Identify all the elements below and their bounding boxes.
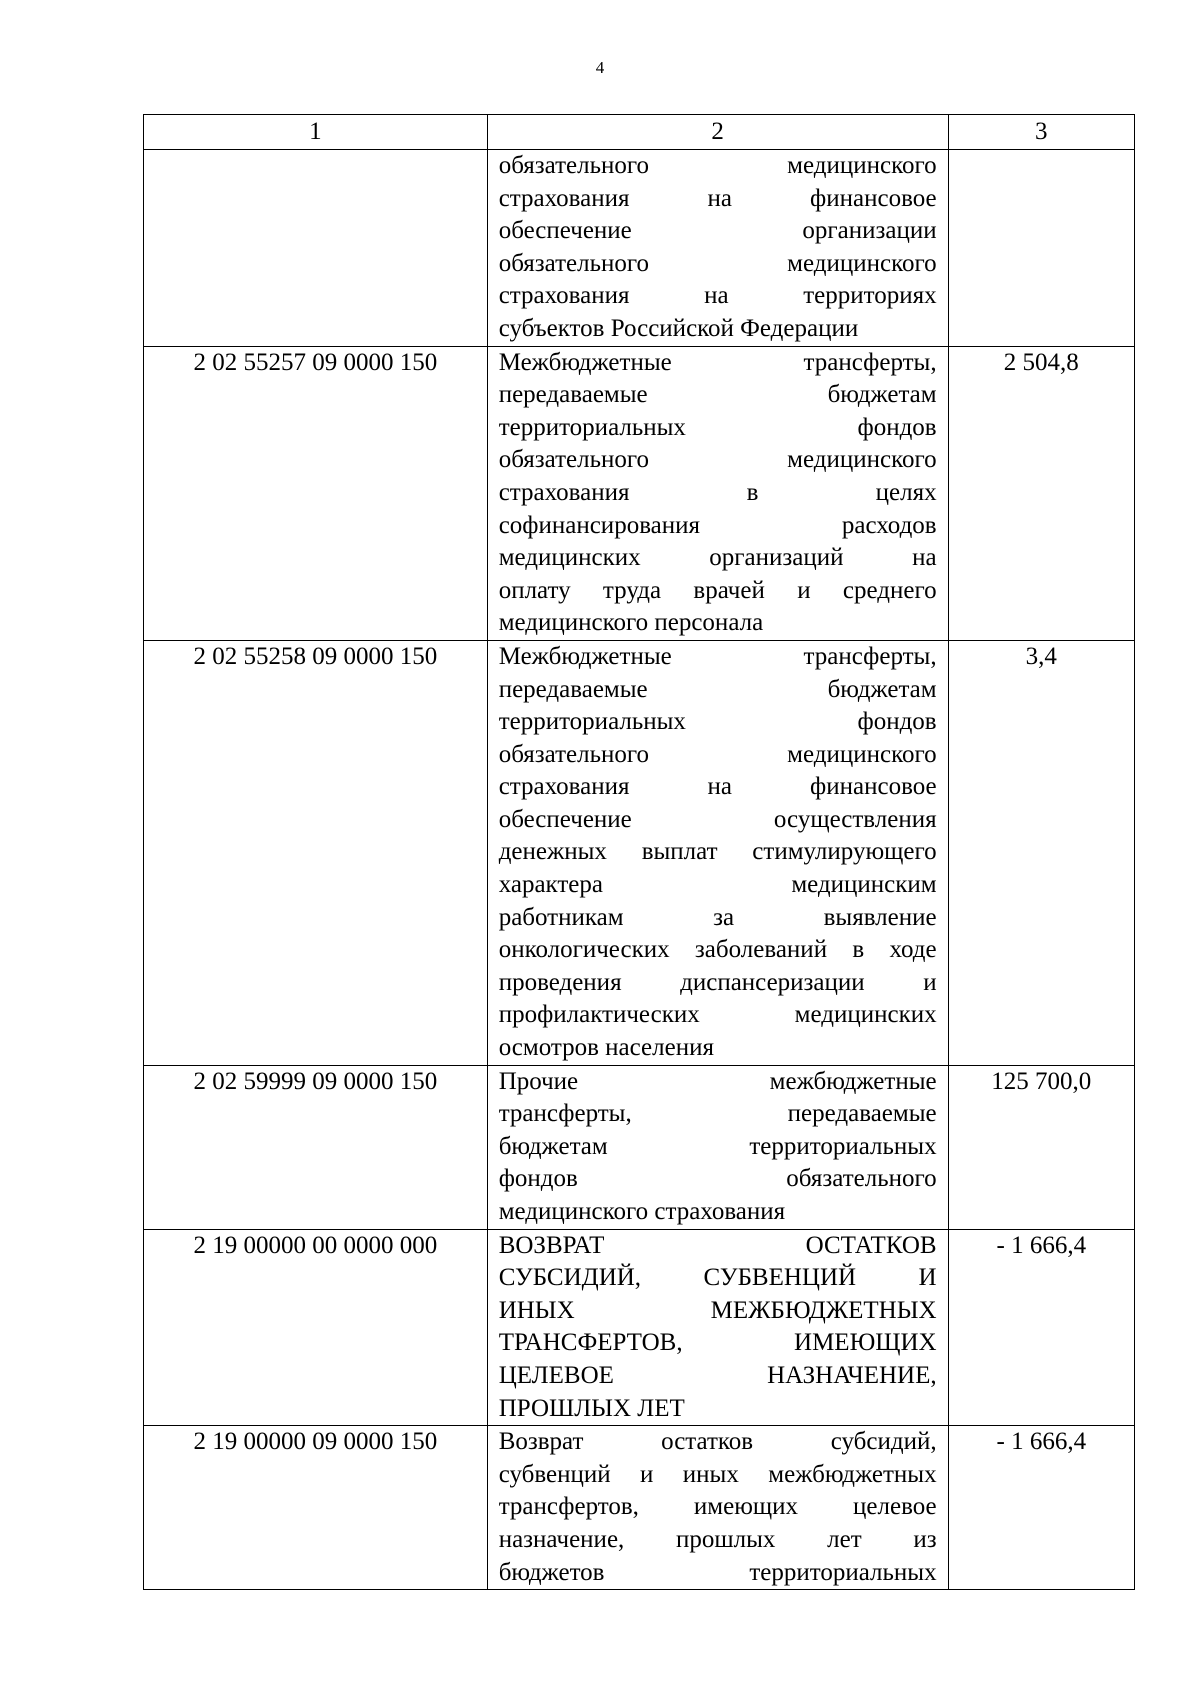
- amount-cell: 125 700,0: [948, 1065, 1134, 1229]
- name-line: бюджетам территориальных: [498, 1132, 937, 1160]
- name-line: обязательного медицинского: [498, 152, 937, 179]
- name-line: работникам за выявление: [498, 903, 937, 931]
- name-line: фондов обязательного: [498, 1165, 937, 1193]
- name-line: передаваемые бюджетам: [498, 675, 937, 703]
- code-cell: 2 02 55257 09 0000 150: [144, 346, 488, 640]
- name-line: софинансирования расходов: [498, 511, 937, 539]
- name-cell: [487, 640, 948, 1065]
- table-row: [144, 1426, 1135, 1590]
- name-line: назначение, прошлых лет из: [498, 1525, 937, 1553]
- amount-cell: 3,4: [948, 640, 1134, 1065]
- name-line: обязательного медицинского: [498, 249, 937, 277]
- name-line: ИНЫХ МЕЖБЮДЖЕТНЫХ: [498, 1296, 937, 1324]
- column-header-1: 1: [144, 115, 488, 150]
- budget-table: [143, 114, 1135, 1590]
- name-line: денежных выплат стимулирующего: [498, 838, 937, 866]
- amount-cell: [948, 150, 1134, 347]
- amount-cell: - 1 666,4: [948, 1229, 1134, 1426]
- table-row: [144, 346, 1135, 640]
- name-line: территориальных фондов: [498, 708, 937, 736]
- name-cell: [487, 150, 948, 347]
- name-line: ПРОШЛЫХ ЛЕТ: [498, 1394, 685, 1422]
- table-row: [144, 1065, 1135, 1229]
- amount-cell: 2 504,8: [948, 346, 1134, 640]
- name-line: ВОЗВРАТ ОСТАТКОВ: [498, 1231, 937, 1259]
- name-line: обеспечение осуществления: [498, 805, 937, 833]
- name-line: бюджетов территориальных: [498, 1558, 937, 1586]
- code-cell: 2 19 00000 00 0000 000: [144, 1229, 488, 1426]
- name-line: обязательного медицинского: [498, 740, 937, 768]
- name-line: ТРАНСФЕРТОВ, ИМЕЮЩИХ: [498, 1329, 937, 1357]
- name-line: профилактических медицинских: [498, 1001, 937, 1029]
- name-line: Прочие межбюджетные: [498, 1067, 937, 1095]
- table-row: [144, 640, 1135, 1065]
- name-line: осмотров населения: [498, 1034, 714, 1062]
- name-line: проведения диспансеризации и: [498, 968, 937, 996]
- name-line: оплату труда врачей и среднего: [498, 576, 937, 604]
- name-line: трансферты, передаваемые: [498, 1100, 937, 1128]
- code-cell: [144, 150, 488, 347]
- table-row: [144, 150, 1135, 347]
- name-line: страхования в целях: [498, 478, 937, 506]
- table-header-row: [144, 115, 1135, 150]
- name-cell: [487, 1065, 948, 1229]
- name-line: страхования на финансовое: [498, 184, 937, 212]
- name-line: ЦЕЛЕВОЕ НАЗНАЧЕНИЕ,: [498, 1361, 937, 1389]
- amount-cell: - 1 666,4: [948, 1426, 1134, 1590]
- name-cell: [487, 346, 948, 640]
- column-header-2: 2: [487, 115, 948, 150]
- code-cell: 2 02 55258 09 0000 150: [144, 640, 488, 1065]
- name-line: медицинских организаций на: [498, 544, 937, 572]
- table-body: [144, 150, 1135, 1590]
- name-line: субвенций и иных межбюджетных: [498, 1460, 937, 1488]
- name-line: медицинского персонала: [498, 609, 764, 637]
- name-line: медицинского страхования: [498, 1198, 786, 1225]
- column-header-3: 3: [948, 115, 1134, 150]
- name-line: трансфертов, имеющих целевое: [498, 1493, 937, 1521]
- name-line: территориальных фондов: [498, 413, 937, 441]
- name-line: характера медицинским: [498, 871, 937, 899]
- name-line: онкологических заболеваний в ходе: [498, 936, 937, 964]
- name-line: субъектов Российской Федерации: [498, 314, 859, 342]
- table-row: [144, 1229, 1135, 1426]
- code-cell: 2 02 59999 09 0000 150: [144, 1065, 488, 1229]
- name-line: страхования на территориях: [498, 282, 937, 310]
- name-line: обеспечение организации: [498, 217, 937, 245]
- name-line: Межбюджетные трансферты,: [498, 642, 937, 670]
- name-line: Возврат остатков субсидий,: [498, 1428, 937, 1456]
- name-line: обязательного медицинского: [498, 446, 937, 474]
- name-line: СУБСИДИЙ, СУБВЕНЦИЙ И: [498, 1264, 937, 1292]
- name-cell: [487, 1229, 948, 1426]
- name-line: передаваемые бюджетам: [498, 381, 937, 409]
- page-number: 4: [595, 58, 605, 77]
- code-cell: 2 19 00000 09 0000 150: [144, 1426, 488, 1590]
- name-line: страхования на финансовое: [498, 773, 937, 801]
- name-cell: [487, 1426, 948, 1590]
- name-line: Межбюджетные трансферты,: [498, 348, 937, 376]
